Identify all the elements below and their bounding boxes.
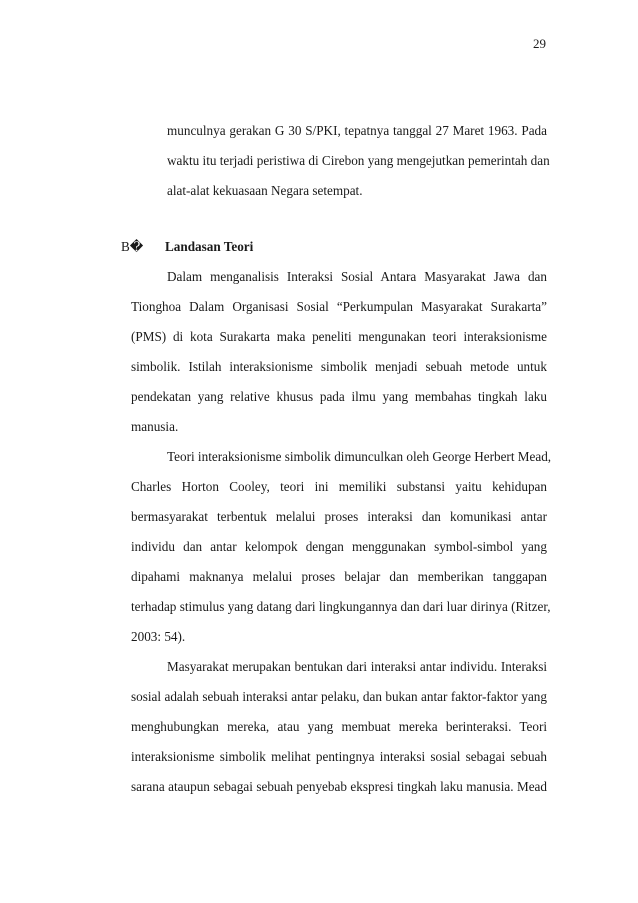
text-line: sosial adalah sebuah interaksi antar pelaku, dan bukan antar faktor-faktor yang — [131, 689, 547, 704]
text-line: terhadap stimulus yang datang dari lingkungannya dan dari luar dirinya (Ritzer, — [131, 599, 551, 614]
text-line: interaksionisme simbolik melihat pentingnya interaksi sosial sebagai sebuah — [131, 749, 547, 764]
text-line: Tionghoa Dalam Organisasi Sosial “Perkumpulan Masyarakat Surakarta” — [131, 299, 547, 314]
text-line: Masyarakat merupakan bentukan dari interaksi antar individu. Interaksi — [167, 659, 547, 674]
text-line: individu dan antar kelompok dengan menggunakan symbol-simbol yang — [131, 539, 547, 554]
text-line: 2003: 54). — [131, 629, 186, 644]
section-number: B� — [121, 239, 144, 254]
text-line: Charles Horton Cooley, teori ini memiliki substansi yaitu kehidupan — [131, 479, 547, 494]
text-line: waktu itu terjadi peristiwa di Cirebon yang mengejutkan pemerintah dan — [167, 153, 550, 168]
text-line: menghubungkan mereka, atau yang membuat mereka berinteraksi. Teori — [131, 719, 547, 734]
text-line: dipahami maknanya melalui proses belajar dan memberikan tanggapan — [131, 569, 547, 584]
text-line: bermasyarakat terbentuk melalui proses interaksi dan komunikasi antar — [131, 509, 547, 524]
text-line: simbolik. Istilah interaksionisme simbolik menjadi sebuah metode untuk — [131, 359, 547, 374]
text-line: munculnya gerakan G 30 S/PKI, tepatnya tanggal 27 Maret 1963. Pada — [167, 123, 547, 138]
text-line: manusia. — [131, 419, 179, 434]
text-line: Teori interaksionisme simbolik dimunculkan oleh George Herbert Mead, — [167, 449, 552, 464]
section-title: Landasan Teori — [165, 239, 254, 254]
text-line: (PMS) di kota Surakarta maka peneliti mengunakan teori interaksionisme — [131, 329, 547, 344]
text-line: alat-alat kekuasaan Negara setempat. — [167, 183, 363, 198]
page-number: 29 — [533, 36, 546, 51]
text-line: pendekatan yang relative khusus pada ilmu yang membahas tingkah laku — [131, 389, 547, 404]
text-line: sarana ataupun sebagai sebuah penyebab ekspresi tingkah laku manusia. Mead — [131, 779, 547, 794]
text-line: Dalam menganalisis Interaksi Sosial Antara Masyarakat Jawa dan — [167, 269, 547, 284]
